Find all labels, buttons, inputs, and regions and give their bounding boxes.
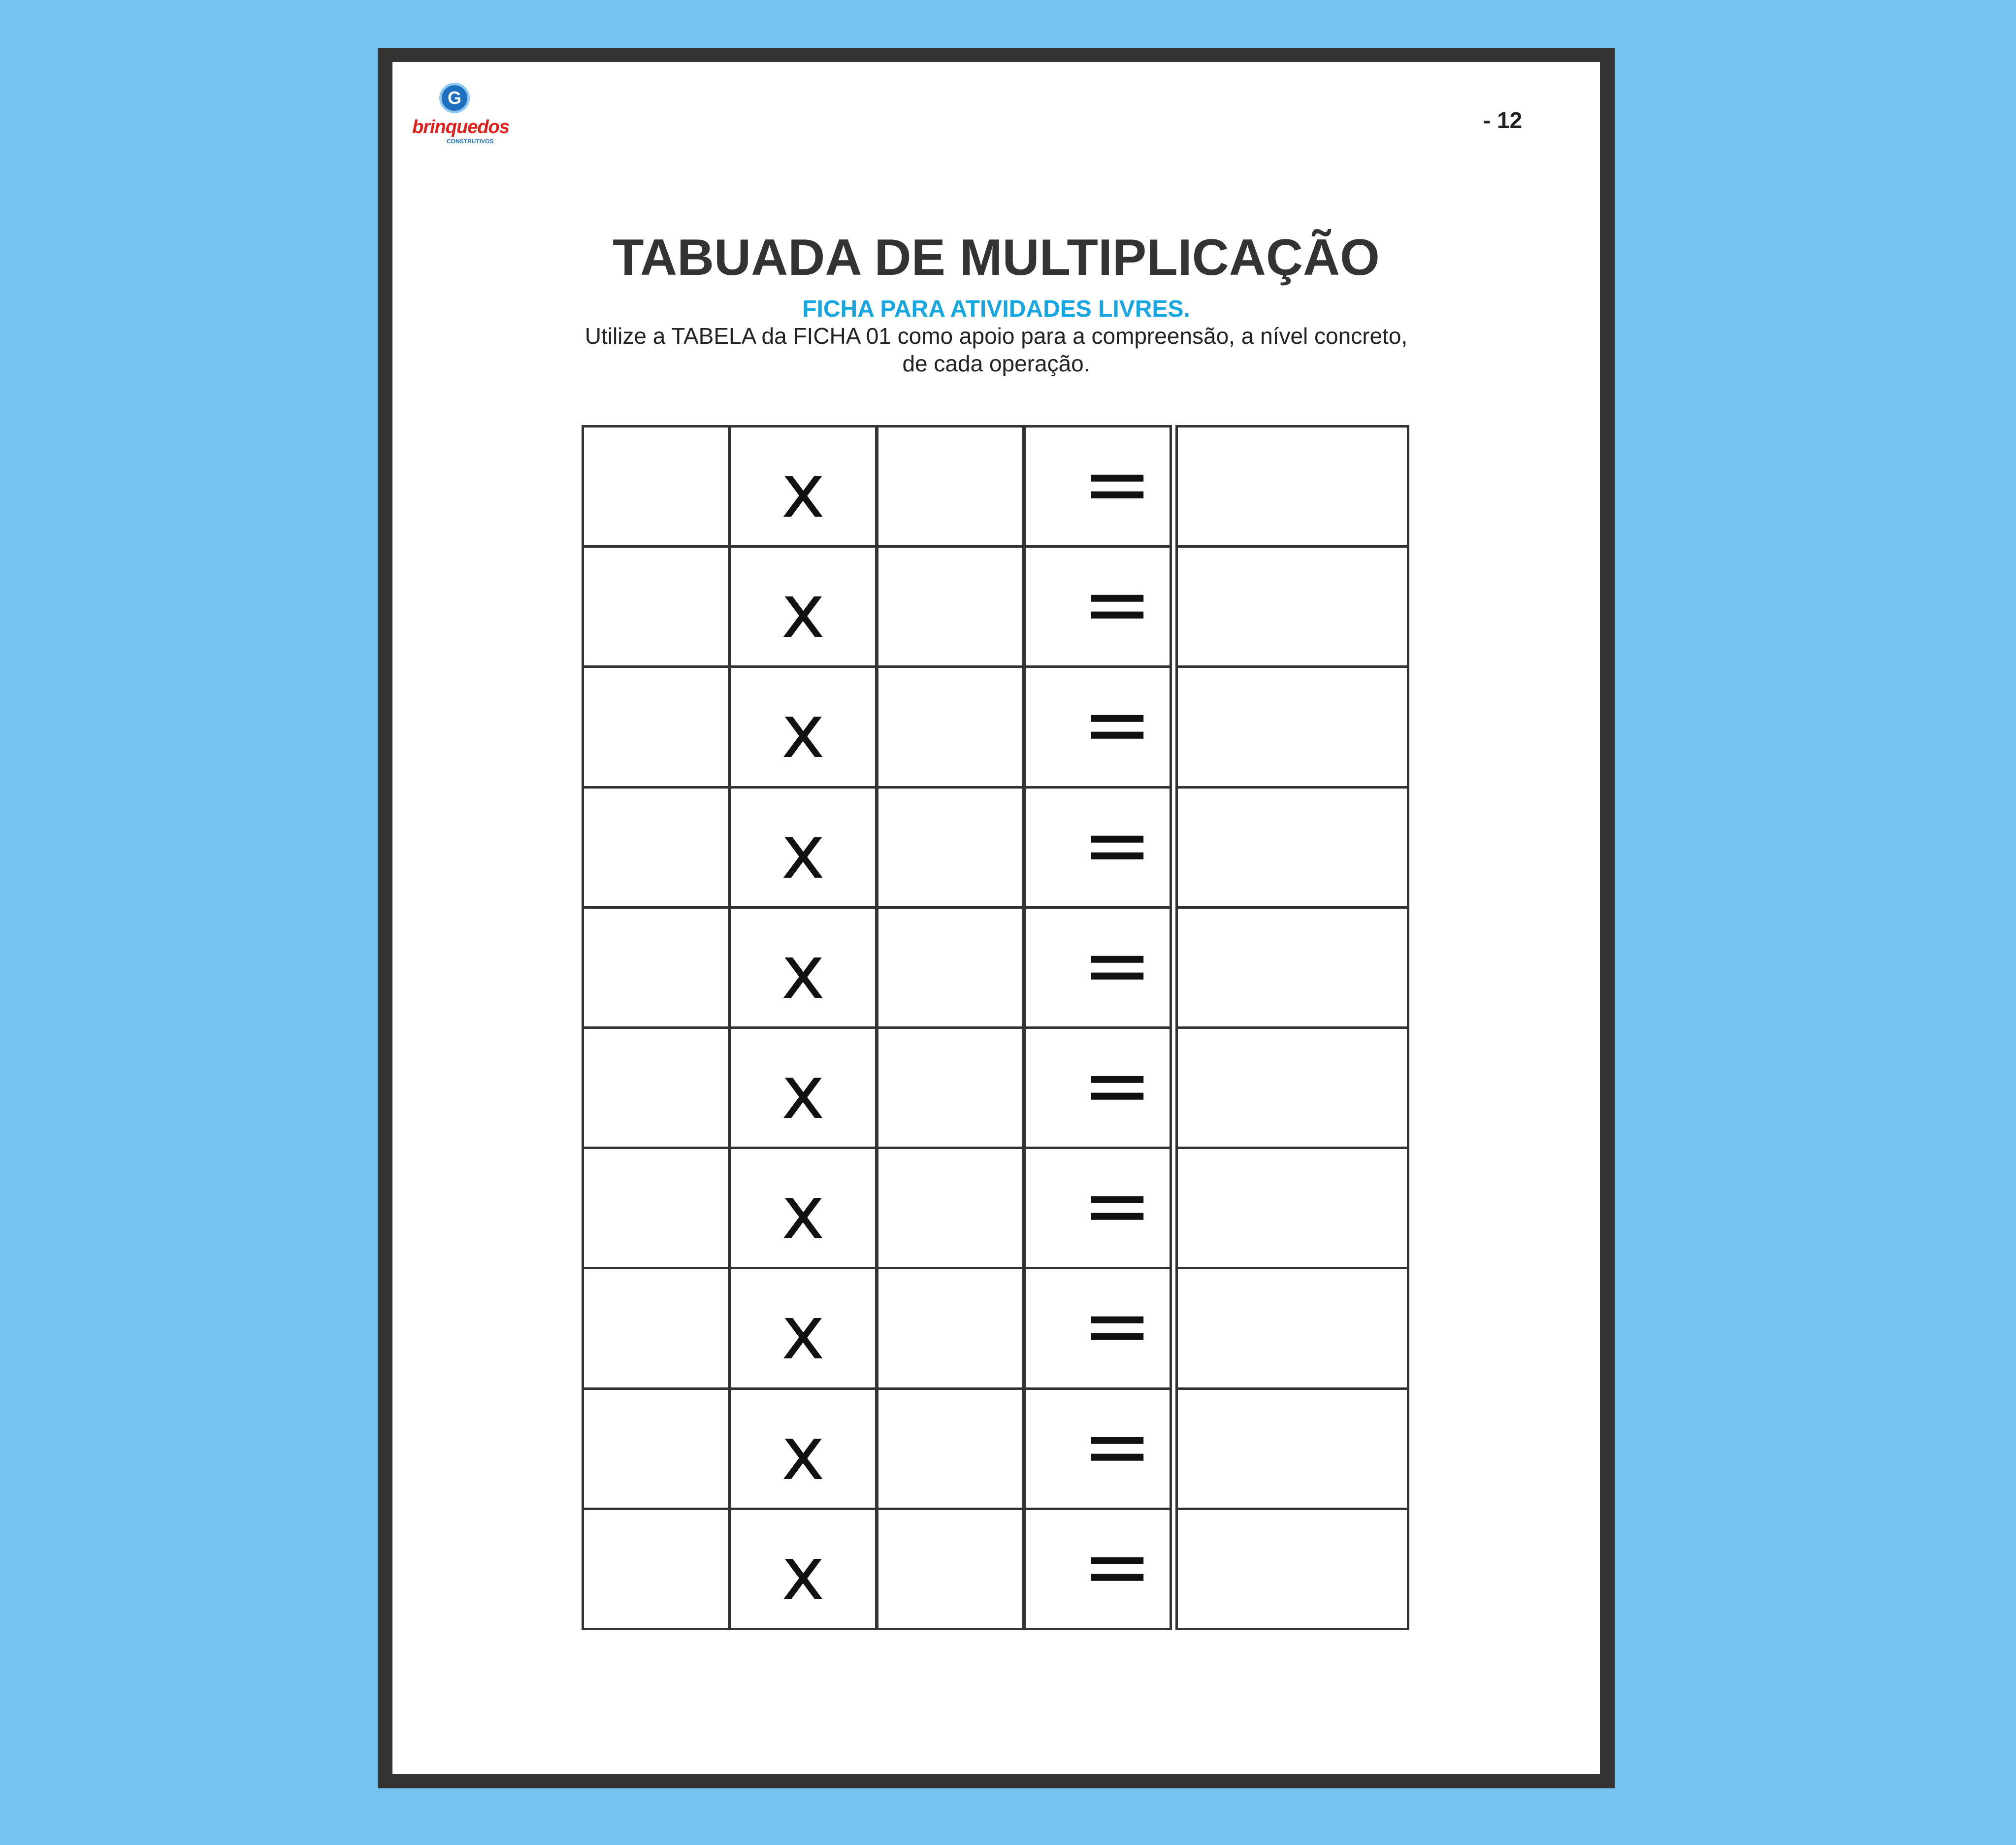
equals-sign: = [1082, 916, 1153, 1014]
result-cell[interactable] [1175, 545, 1409, 668]
times-sign: x [781, 929, 825, 1016]
factor-a-cell[interactable] [582, 786, 730, 909]
times-sign: x [781, 569, 825, 655]
factor-b-cell[interactable] [876, 665, 1025, 788]
factor-a-cell[interactable] [582, 1267, 730, 1389]
times-sign: x [781, 449, 825, 534]
equals-sign: = [1082, 1037, 1153, 1134]
factor-a-cell[interactable] [582, 1147, 730, 1269]
factor-b-cell[interactable] [876, 545, 1025, 668]
worksheet-subtitle: FICHA PARA ATIVIDADES LIVRES. [802, 296, 1190, 322]
result-cell[interactable] [1175, 1026, 1409, 1149]
result-cell[interactable] [1175, 1267, 1409, 1389]
equals-sign: = [1082, 796, 1153, 894]
factor-b-cell[interactable] [876, 425, 1025, 548]
result-cell[interactable] [1175, 1508, 1409, 1630]
result-cell[interactable] [1175, 425, 1409, 548]
factor-a-cell[interactable] [582, 906, 730, 1029]
factor-b-cell[interactable] [876, 1387, 1025, 1510]
factor-b-cell[interactable] [876, 1267, 1025, 1389]
result-cell[interactable] [1175, 1147, 1409, 1269]
logo-wordmark: brinquedos [412, 117, 509, 137]
factor-a-cell[interactable] [582, 545, 730, 668]
worksheet-page [392, 62, 1600, 1774]
times-sign: x [781, 1411, 825, 1497]
factor-b-cell[interactable] [876, 786, 1025, 909]
factor-a-cell[interactable] [582, 665, 730, 788]
factor-b-cell[interactable] [876, 1026, 1025, 1149]
equals-sign: = [1082, 676, 1153, 774]
times-sign: x [781, 689, 825, 775]
equals-sign: = [1082, 1157, 1153, 1255]
result-cell[interactable] [1175, 665, 1409, 788]
times-sign: x [781, 809, 825, 895]
result-cell[interactable] [1175, 1387, 1409, 1510]
worksheet-title: TABUADA DE MULTIPLICAÇÃO [613, 229, 1380, 286]
times-sign: x [781, 1050, 825, 1136]
factor-a-cell[interactable] [582, 1026, 730, 1149]
equals-sign: = [1082, 1277, 1153, 1375]
instruction-line: de cada operação. [902, 351, 1090, 376]
multiplication-table [392, 62, 1600, 1774]
page-number: - 12 [1483, 107, 1523, 133]
equals-sign: = [1082, 1397, 1153, 1495]
equals-sign: = [1082, 1517, 1153, 1615]
equals-sign: = [1082, 556, 1153, 654]
equals-sign: = [1082, 435, 1153, 533]
factor-b-cell[interactable] [876, 906, 1025, 1029]
result-cell[interactable] [1175, 786, 1409, 909]
logo-subtitle: CONSTRUTIVOS [447, 138, 494, 145]
factor-a-cell[interactable] [582, 1387, 730, 1510]
factor-b-cell[interactable] [876, 1508, 1025, 1630]
factor-a-cell[interactable] [582, 1508, 730, 1630]
instruction-line: Utilize a TABELA da FICHA 01 como apoio para a compreensão, a nível concreto, [585, 323, 1408, 349]
factor-a-cell[interactable] [582, 425, 730, 548]
times-sign: x [781, 1531, 825, 1617]
factor-b-cell[interactable] [876, 1147, 1025, 1269]
times-sign: x [781, 1170, 825, 1256]
result-cell[interactable] [1175, 906, 1409, 1029]
times-sign: x [781, 1290, 825, 1377]
